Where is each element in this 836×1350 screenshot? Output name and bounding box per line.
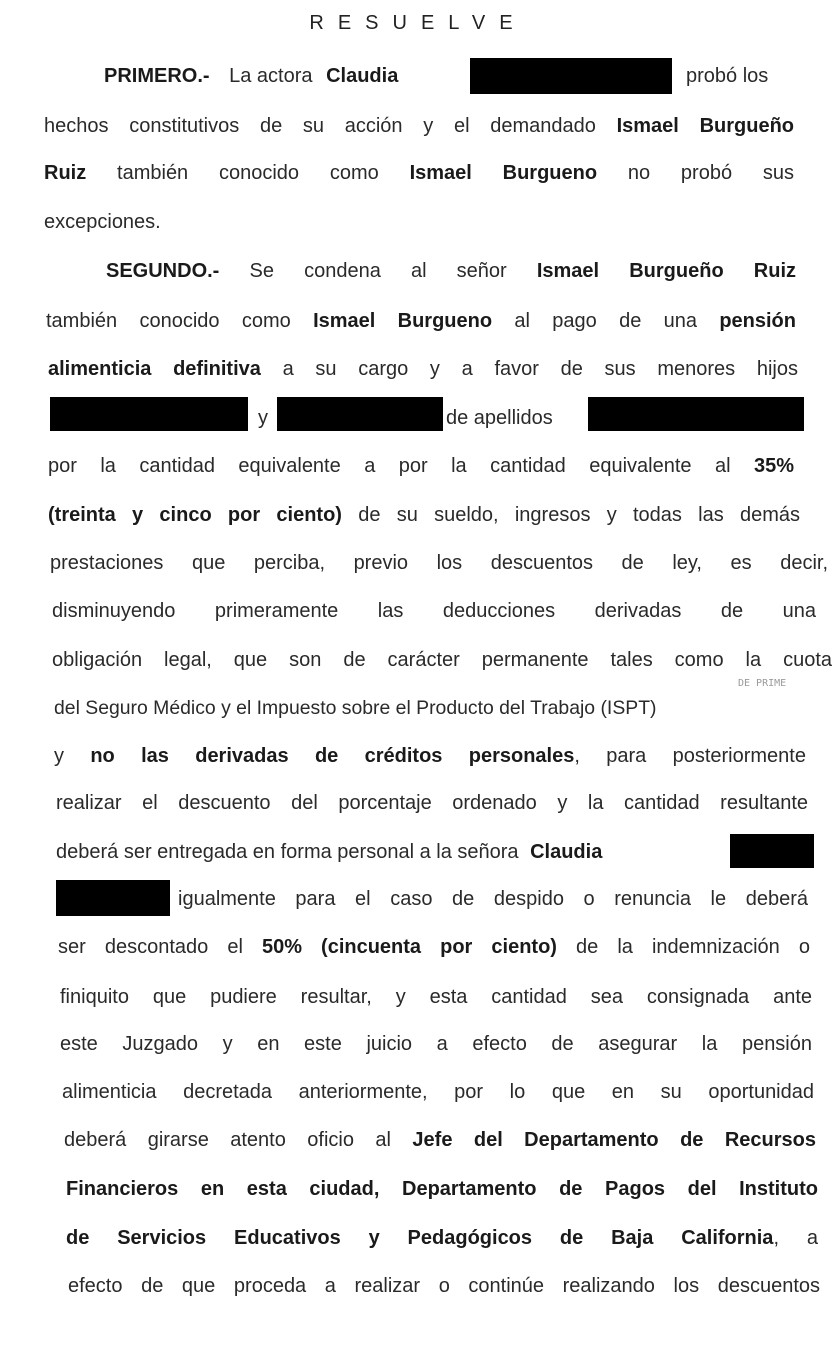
- segundo-line-11: y no las derivadas de créditos personales, para posteriormente: [54, 745, 806, 767]
- court-stamp-fragment: DE PRIME: [738, 678, 787, 689]
- segundo-line-10: del Seguro Médico y el Impuesto sobre el Producto del Trabajo (ISPT): [54, 697, 657, 719]
- segundo-line-12: realizar el descuento del porcentaje ordenado y la cantidad resultante: [56, 792, 808, 814]
- segundo-line-7: prestaciones que perciba, previo los descuentos de ley, es decir,: [50, 552, 828, 574]
- segundo-line-21: de Servicios Educativos y Pedagógicos de Baja California, a: [66, 1227, 818, 1249]
- segundo-line-16: finiquito que pudiere resultar, y esta cantidad sea consignada ante: [60, 986, 812, 1008]
- primero-line-4: excepciones.: [44, 211, 161, 233]
- redacted-child-name-2: [277, 397, 443, 431]
- primero-label: PRIMERO.-: [104, 65, 210, 87]
- segundo-line-6: (treinta y cinco por ciento) de su sueldo, ingresos y todas las demás: [48, 504, 800, 526]
- primero-line-2: hechos constitutivos de su acción y el demandado Ismael Burgueño: [44, 115, 794, 137]
- segundo-line-8: disminuyendo primeramente las deducciones derivadas de una: [52, 600, 816, 622]
- segundo-line-1: SEGUNDO.- Se condena al señor Ismael Burgueño Ruiz: [106, 260, 797, 282]
- segundo-line-2: también conocido como Ismael Burgueno al pago de una pensión: [46, 310, 796, 332]
- segundo-line-17: este Juzgado y en este juicio a efecto de asegurar la pensión: [60, 1033, 812, 1055]
- segundo-line-3: alimenticia definitiva a su cargo y a favor de sus menores hijos: [48, 358, 799, 380]
- segundo-line-22: efecto de que proceda a realizar o continúe realizando los descuentos: [68, 1275, 820, 1297]
- segundo-line-20: Financieros en esta ciudad, Departamento de Pagos del Instituto: [66, 1178, 818, 1200]
- segundo-line-4-y: y: [258, 407, 268, 429]
- segundo-line-13: deberá ser entregada en forma personal a la señora Claudia: [56, 841, 603, 863]
- segundo-line-9: obligación legal, que son de carácter permanente tales como la cuota: [52, 649, 832, 671]
- segundo-line-14: igualmente para el caso de despido o renuncia le deberá: [178, 888, 808, 910]
- segundo-line-4-apellidos: de apellidos: [446, 407, 553, 429]
- redacted-child-name-1: [50, 397, 248, 431]
- primero-line-1-end: probó los: [686, 65, 769, 87]
- segundo-line-18: alimenticia decretada anteriormente, por lo que en su oportunidad: [62, 1081, 814, 1103]
- segundo-line-19: deberá girarse atento oficio al Jefe del Departamento de Recursos: [64, 1129, 816, 1151]
- segundo-line-15: ser descontado el 50% (cincuenta por ciento) de la indemnización o: [58, 936, 810, 958]
- primero-line-1: PRIMERO.- La actora Claudia: [104, 65, 399, 87]
- segundo-label: SEGUNDO.-: [106, 260, 220, 282]
- primero-line-3: Ruiz también conocido como Ismael Burgueno no probó sus: [44, 162, 794, 184]
- redacted-surnames: [588, 397, 804, 431]
- redacted-surname-claudia: [730, 834, 814, 868]
- redacted-surname-claudia-2: [56, 880, 170, 916]
- section-title: RESUELVE: [309, 12, 527, 34]
- segundo-line-5: por la cantidad equivalente a por la cantidad equivalente al 35%: [48, 455, 794, 477]
- redacted-surname-actora: [470, 58, 672, 94]
